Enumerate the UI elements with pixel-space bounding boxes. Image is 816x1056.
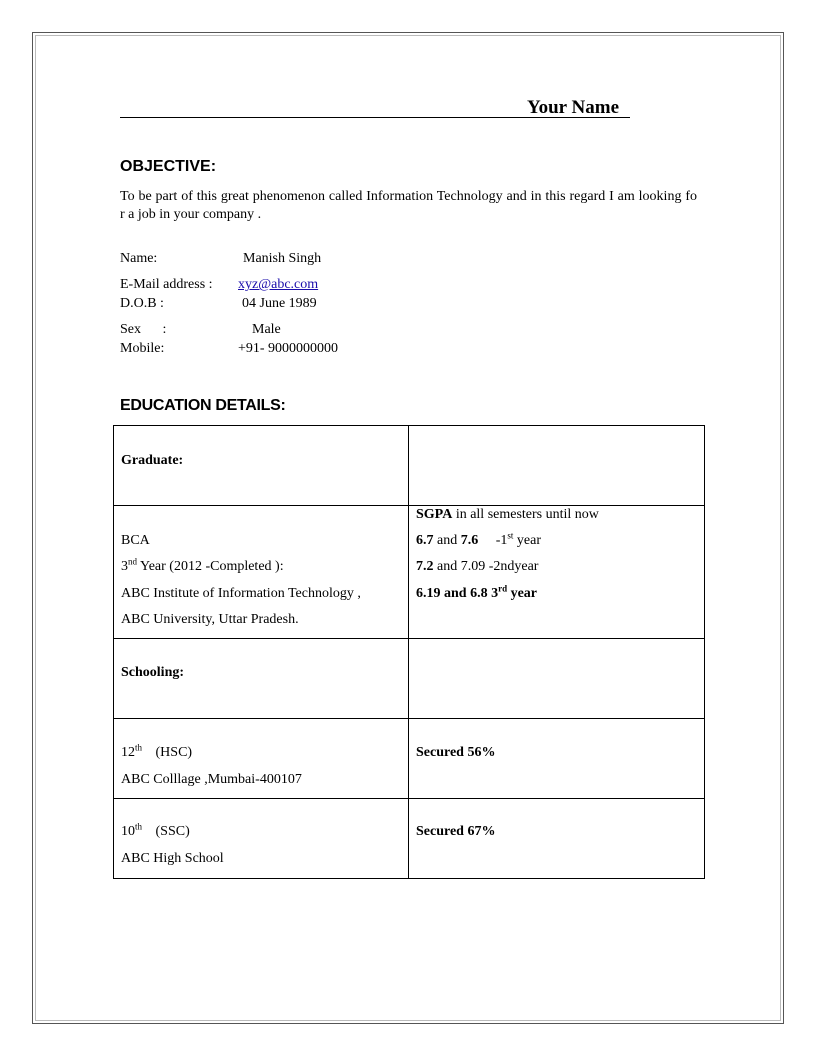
bca-year: 3nd Year (2012 -Completed ): [121,556,284,574]
schooling-label: Schooling: [121,665,185,680]
hsc-level: 12th (HSC) [121,742,193,760]
sgpa-year1: 6.7 and 7.6 -1st year [416,530,541,548]
email-link[interactable]: xyz@abc.com [238,277,319,292]
bca-institute: ABC Institute of Information Technology , [121,586,361,601]
ssc-result: Secured 67% [416,824,496,839]
hsc-result: Secured 56% [416,745,496,760]
objective-heading: OBJECTIVE: [120,158,217,175]
hsc-details-cell [114,719,409,799]
sex-value: Male [252,322,281,337]
graduate-label: Graduate: [121,453,184,468]
name-value: Manish Singh [243,251,322,266]
table-row [114,639,705,719]
bca-details-cell [114,506,409,639]
dob-value: 04 June 1989 [242,296,317,311]
mobile-value: +91- 9000000000 [238,341,339,356]
table-row [114,506,705,639]
ssc-school: ABC High School [121,851,224,866]
ssc-level: 10th (SSC) [121,821,190,839]
bca-degree: BCA [121,533,150,548]
email-label: E-Mail address : [120,277,213,292]
resume-name: Your Name [527,97,620,118]
ssc-result-cell [409,799,705,879]
ssc-details-cell [114,799,409,879]
hsc-school: ABC Colllage ,Mumbai-400107 [121,772,302,787]
sex-label: Sex : [120,322,167,337]
objective-text: To be part of this great phenomenon called Information Technology and in this regard I am looking fo r a job in your company . [120,189,697,222]
graduate-empty-cell [409,426,705,506]
graduate-label-cell [114,426,409,506]
schooling-empty-cell [409,639,705,719]
mobile-label: Mobile: [120,341,165,356]
sgpa-year3: 6.19 and 6.8 3rd year [416,583,538,601]
table-row [114,426,705,506]
bca-university: ABC University, Uttar Pradesh. [121,612,299,627]
table-row [114,719,705,799]
dob-label: D.O.B : [120,296,164,311]
name-label: Name: [120,251,158,266]
sgpa-year2: 7.2 and 7.09 -2ndyear [416,559,539,574]
hsc-result-cell [409,719,705,799]
sgpa-heading: SGPA in all semesters until now [416,507,599,522]
schooling-label-cell [114,639,409,719]
table-row [114,799,705,879]
sgpa-cell [409,506,705,639]
education-table [113,425,705,879]
education-heading: EDUCATION DETAILS: [120,397,286,414]
